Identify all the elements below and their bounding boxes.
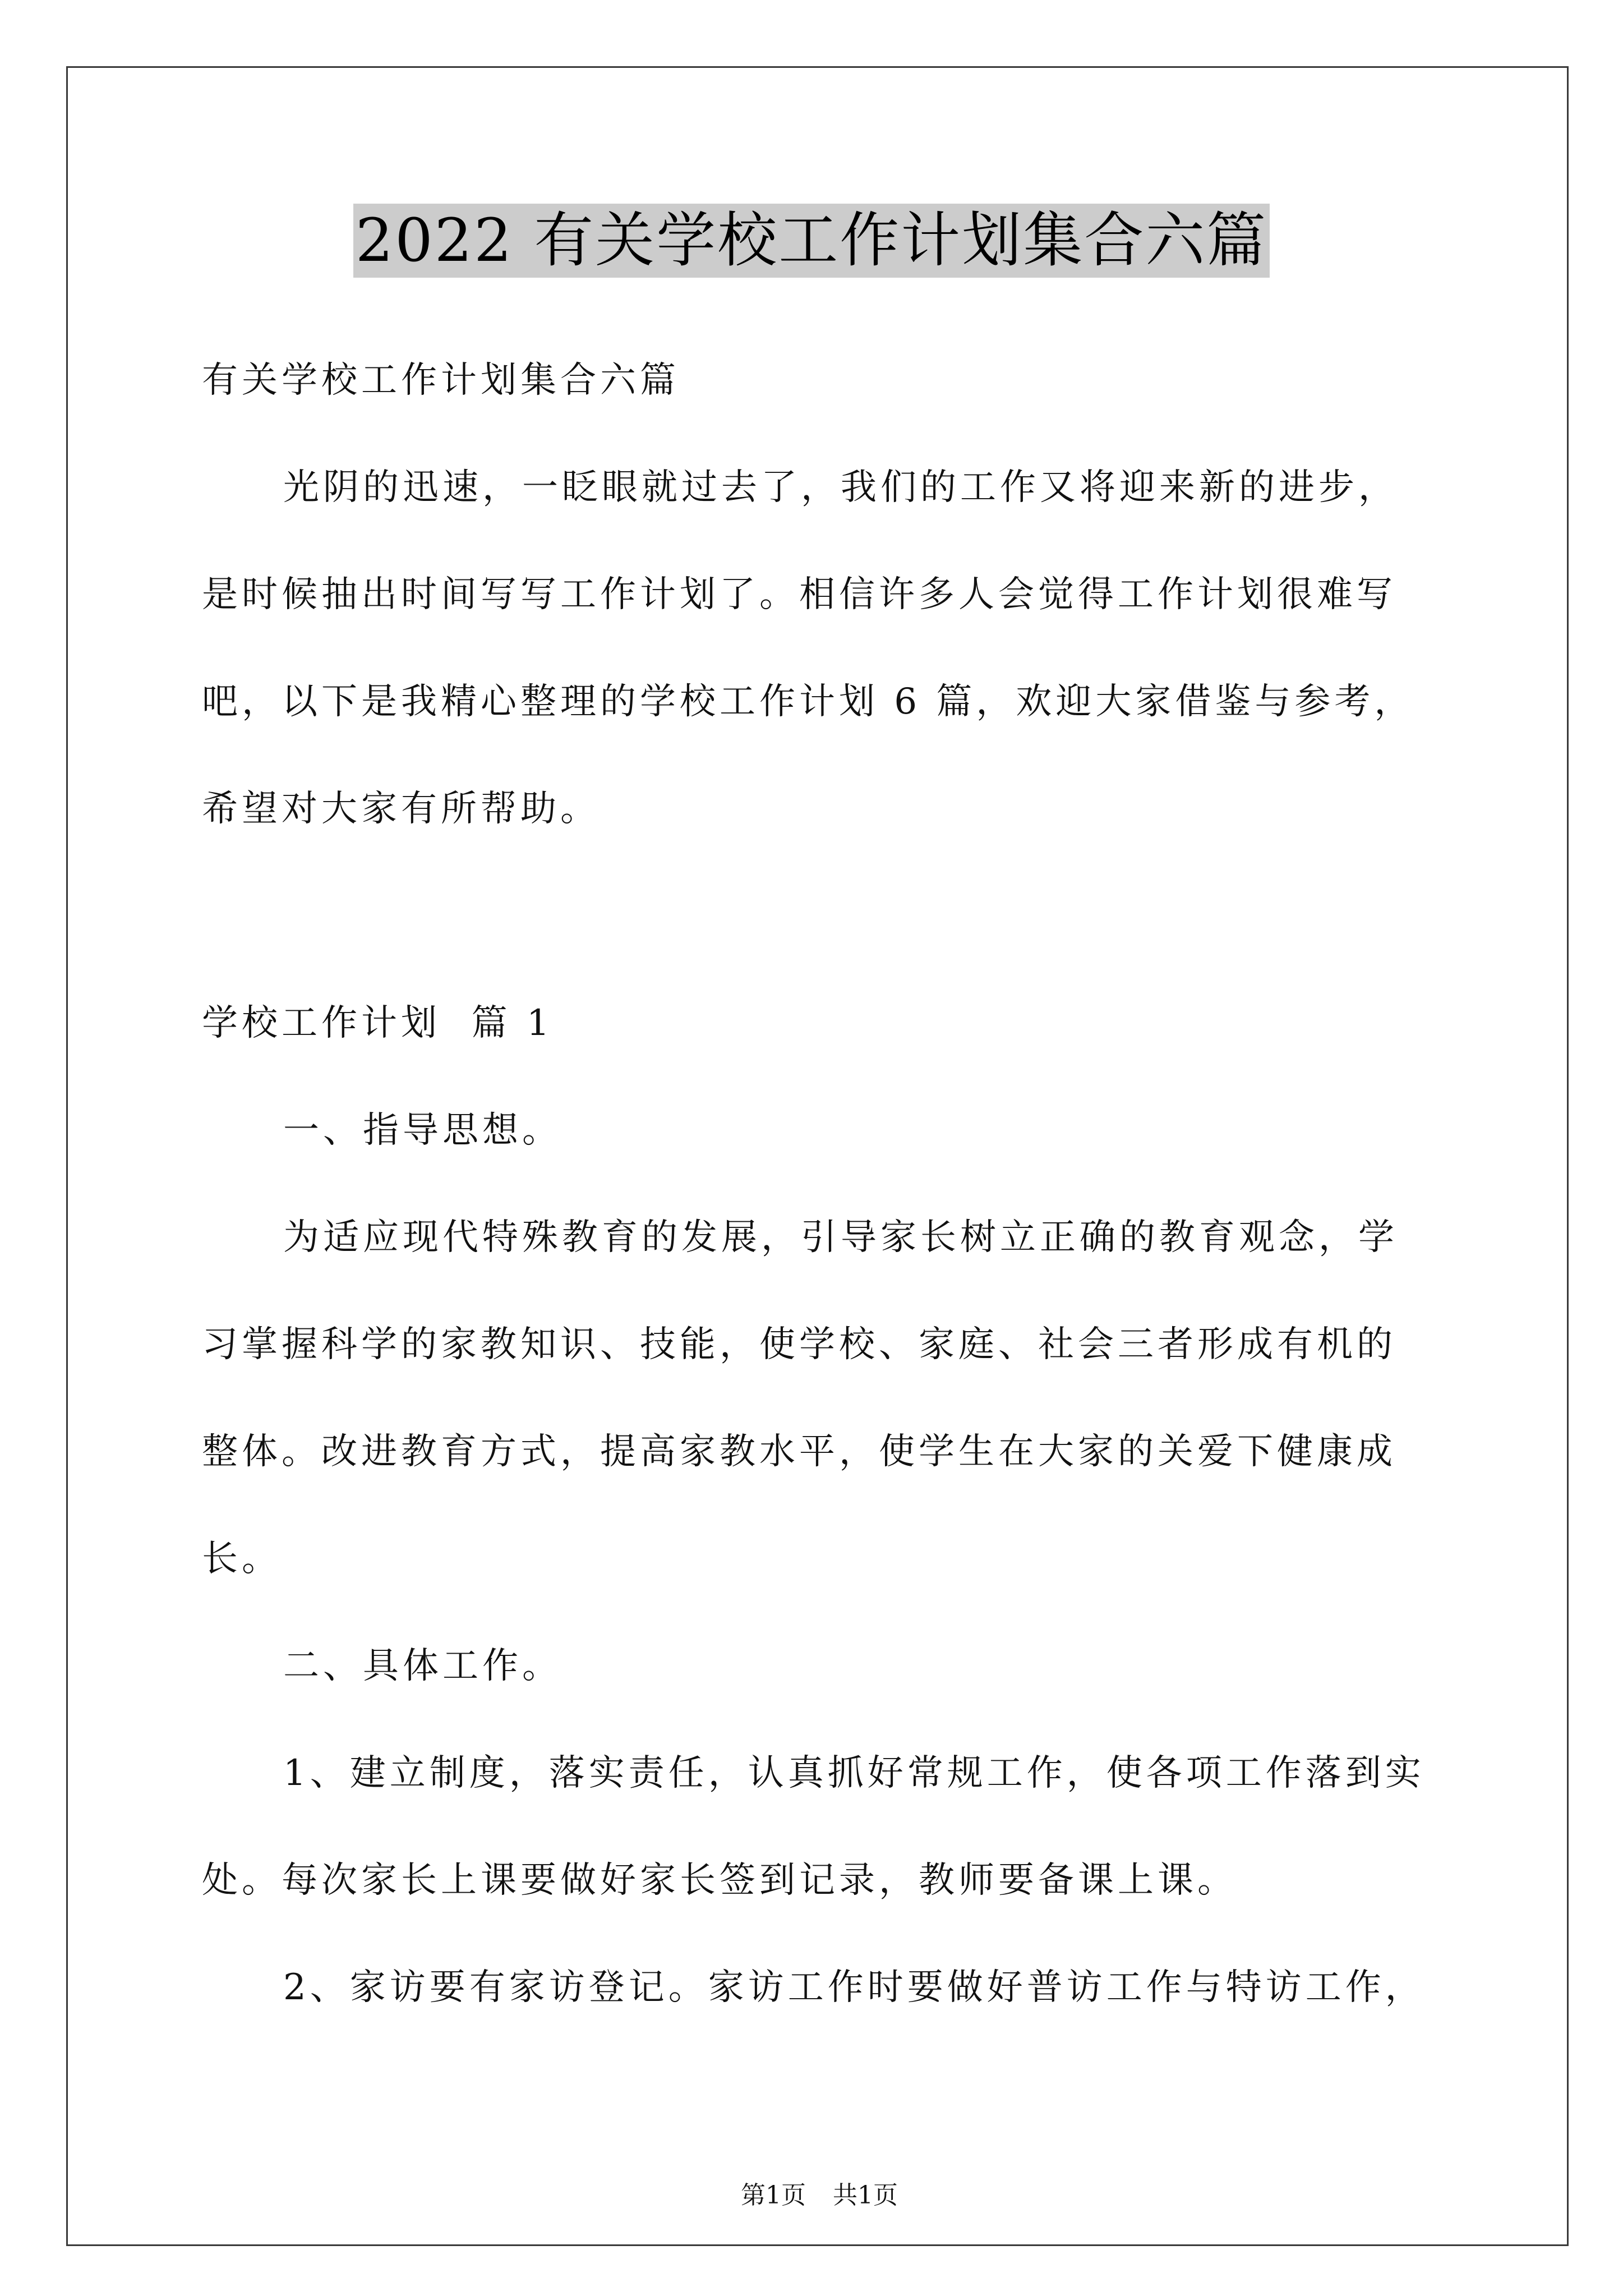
part-heading: 二、具体工作。 [283, 1645, 562, 1687]
page-number: 第1页 [740, 2181, 806, 2210]
paragraph-line: 长。 [202, 1538, 282, 1580]
document-body [202, 327, 1559, 2041]
list-item-line: 处。每次家长上课要做好家长签到记录，教师要备课上课。 [202, 1860, 1237, 1901]
intro-line: 希望对大家有所帮助。 [202, 788, 600, 830]
page-count: 共1页 [832, 2181, 898, 2210]
paragraph-line: 整体。改进教育方式，提高家教水平，使学生在大家的关爱下健康成 [202, 1431, 1396, 1473]
intro-line: 是时候抽出时间写写工作计划了。相信许多人会觉得工作计划很难写 [202, 574, 1396, 615]
heading-line: 有关学校工作计划集合六篇 [202, 360, 680, 401]
page-footer [0, 2145, 1623, 2210]
document-title: 2022 有关学校工作计划集合六篇 [353, 204, 1270, 278]
intro-line: 光阴的迅速，一眨眼就过去了，我们的工作又将迎来新的进步， [283, 467, 1398, 508]
part-heading: 一、指导思想。 [283, 1110, 562, 1151]
paragraph-line: 为适应现代特殊教育的发展，引导家长树立正确的教育观念，学 [283, 1217, 1398, 1258]
title-block [0, 204, 1623, 278]
list-item-line: 2、家访要有家访登记。家访工作时要做好普访工作与特访工作， [283, 1967, 1425, 2008]
blank-line [202, 863, 1559, 970]
section-heading: 学校工作计划 篇 1 [202, 1002, 554, 1044]
paragraph-line: 习掌握科学的家教知识、技能，使学校、家庭、社会三者形成有机的 [202, 1324, 1396, 1365]
intro-line: 吧，以下是我精心整理的学校工作计划 6 篇，欢迎大家借鉴与参考， [202, 681, 1414, 723]
list-item-line: 1、建立制度，落实责任，认真抓好常规工作，使各项工作落到实 [283, 1752, 1425, 1794]
